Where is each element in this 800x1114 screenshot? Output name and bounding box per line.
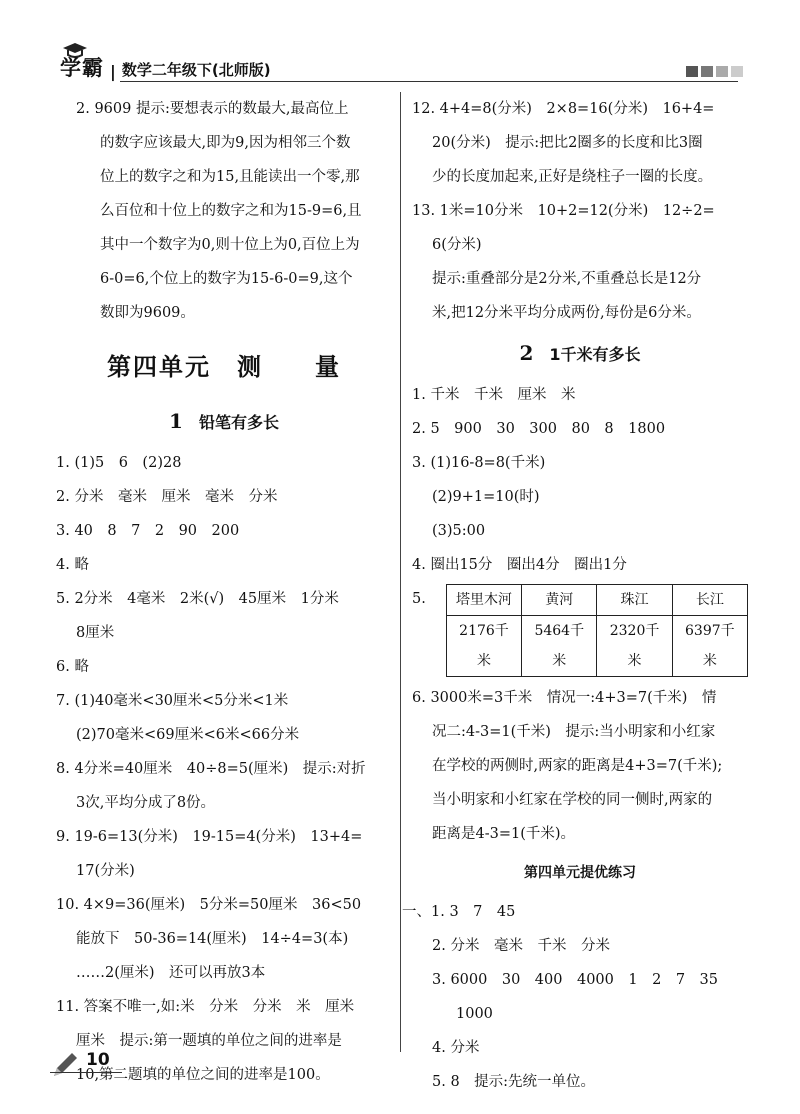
column-divider: [400, 92, 401, 1052]
question-number: 5.: [412, 591, 426, 607]
table-row: [446, 585, 747, 616]
header-square-4: [731, 66, 743, 77]
answer-line: 1. 千米 千米 厘米 米: [412, 387, 576, 403]
answer-line: 1. (1)5 6 (2)28: [56, 455, 182, 471]
brand-logo: 学霸: [60, 56, 104, 80]
table-cell: 6397千米: [672, 616, 747, 677]
table-cell: 珠江: [597, 585, 672, 616]
answer-line: 况二:4-3=1(千米) 提示:当小明家和小红家: [432, 724, 716, 740]
unit-title: 第四单元 测 量: [107, 353, 341, 381]
answer-line: (2)9+1=10(时): [432, 489, 540, 505]
answer-line: 8. 4分米=40厘米 40÷8=5(厘米) 提示:对折: [56, 761, 366, 777]
header-rule: [120, 81, 738, 82]
table-cell: 黄河: [522, 585, 597, 616]
answer-line: 5. 2分米 4毫米 2米(√) 45厘米 1分米: [56, 591, 339, 607]
answer-line: 6-0=6,个位上的数字为15-6-0=9,这个: [100, 271, 353, 287]
answer-line: 7. (1)40毫米<30厘米<5分米<1米: [56, 693, 289, 709]
section-name: 铅笔有多长: [198, 413, 279, 432]
answer-line: 5. 8 提示:先统一单位。: [432, 1074, 596, 1090]
answer-line: 其中一个数字为0,则十位上为0,百位上为: [100, 237, 360, 253]
answer-line: 10. 4×9=36(厘米) 5分米=50厘米 36<50: [56, 897, 362, 913]
page-number: 10: [86, 1050, 110, 1070]
answer-line: 12. 4+4=8(分米) 2×8=16(分米) 16+4=: [412, 101, 715, 117]
section-number: 2: [519, 341, 534, 365]
answer-line: (2)70毫米<69厘米<6米<66分米: [76, 727, 300, 743]
table-cell: 5464千米: [522, 616, 597, 677]
answer-line: 么百位和十位上的数字之和为15-9=6,且: [100, 203, 362, 219]
table-cell: 2176千米: [446, 616, 521, 677]
answer-line: 2. 分米 毫米 厘米 毫米 分米: [56, 489, 278, 505]
answer-line: 米,把12分米平均分成两份,每份是6分米。: [432, 305, 701, 321]
answer-line: 数即为9609。: [100, 305, 195, 321]
header-square-3: [716, 66, 728, 77]
table-cell: 塔里木河: [446, 585, 521, 616]
answer-line: 3. 40 8 7 2 90 200: [56, 523, 240, 539]
answer-line: 厘米 提示:第一题填的单位之间的进率是: [76, 1033, 342, 1049]
header-separator: |: [110, 62, 116, 81]
page-header: [60, 48, 271, 82]
table-cell: 长江: [672, 585, 747, 616]
footer-rule: [50, 1072, 122, 1073]
answer-line: 4. 圈出15分 圈出4分 圈出1分: [412, 557, 627, 573]
answer-line: 17(分米): [76, 863, 135, 879]
section-name: 1千米有多长: [549, 345, 641, 364]
answer-line: 能放下 50-36=14(厘米) 14÷4=3(本): [76, 931, 349, 947]
pencil-icon: [50, 1050, 80, 1080]
answer-line: 6. 略: [56, 659, 89, 675]
table-row: [446, 616, 747, 677]
question-5: [412, 582, 748, 681]
answer-line: 3. 6000 30 400 4000 1 2 7 35: [432, 972, 718, 988]
section-title: [56, 398, 392, 446]
answer-line: 8厘米: [76, 625, 115, 641]
answer-line: 2. 分米 毫米 千米 分米: [432, 938, 610, 954]
answer-line: 11. 答案不唯一,如:米 分米 分米 米 厘米: [56, 999, 355, 1015]
river-length-table: [446, 584, 748, 677]
section-title: [412, 330, 748, 378]
answer-line: 13. 1米=10分米 10+2=12(分米) 12÷2=: [412, 203, 715, 219]
answer-line: 位上的数字之和为15,且能读出一个零,那: [100, 169, 360, 185]
answer-line: 4. 略: [56, 557, 89, 573]
book-title: 数学二年级下(北师版): [121, 61, 271, 79]
answer-line: 当小明家和小红家在学校的同一侧时,两家的: [432, 792, 713, 808]
left-column: [56, 92, 392, 1092]
answer-line: 提示:重叠部分是2分米,不重叠总长是12分: [432, 271, 702, 287]
table-cell: 2320千米: [597, 616, 672, 677]
section-number: 1: [169, 409, 183, 433]
answer-line: 3. (1)16-8=8(千米): [412, 455, 546, 471]
answer-line: (3)5:00: [432, 523, 486, 539]
header-square-1: [686, 66, 698, 77]
answer-line: 1000: [456, 1006, 493, 1022]
header-square-2: [701, 66, 713, 77]
answer-line: 2. 5 900 30 300 80 8 1800: [412, 421, 666, 437]
answer-line: 6. 3000米=3千米 情况一:4+3=7(千米) 情: [412, 690, 717, 706]
answer-line: 2. 9609 提示:要想表示的数最大,最高位上: [76, 101, 349, 117]
answer-line: 4. 分米: [432, 1040, 480, 1056]
answer-line: ……2(厘米) 还可以再放3本: [76, 965, 266, 981]
answer-line: 9. 19-6=13(分米) 19-15=4(分米) 13+4=: [56, 829, 363, 845]
answer-line: 在学校的两侧时,两家的距离是4+3=7(千米);: [432, 758, 723, 774]
answer-line: 距离是4-3=1(千米)。: [432, 826, 576, 842]
answer-line: 20(分米) 提示:把比2圈多的长度和比3圈: [432, 135, 703, 151]
practice-title: 第四单元提优练习: [524, 865, 636, 881]
answer-line: 10,第二题填的单位之间的进率是100。: [76, 1067, 330, 1083]
right-column: [402, 92, 748, 1099]
answer-line: 的数字应该最大,即为9,因为相邻三个数: [100, 135, 351, 151]
answer-line: 一、1. 3 7 45: [402, 904, 516, 920]
answer-line: 3次,平均分成了8份。: [76, 795, 216, 811]
answer-line: 6(分米): [432, 237, 482, 253]
answer-line: 少的长度加起来,正好是绕柱子一圈的长度。: [432, 169, 713, 185]
